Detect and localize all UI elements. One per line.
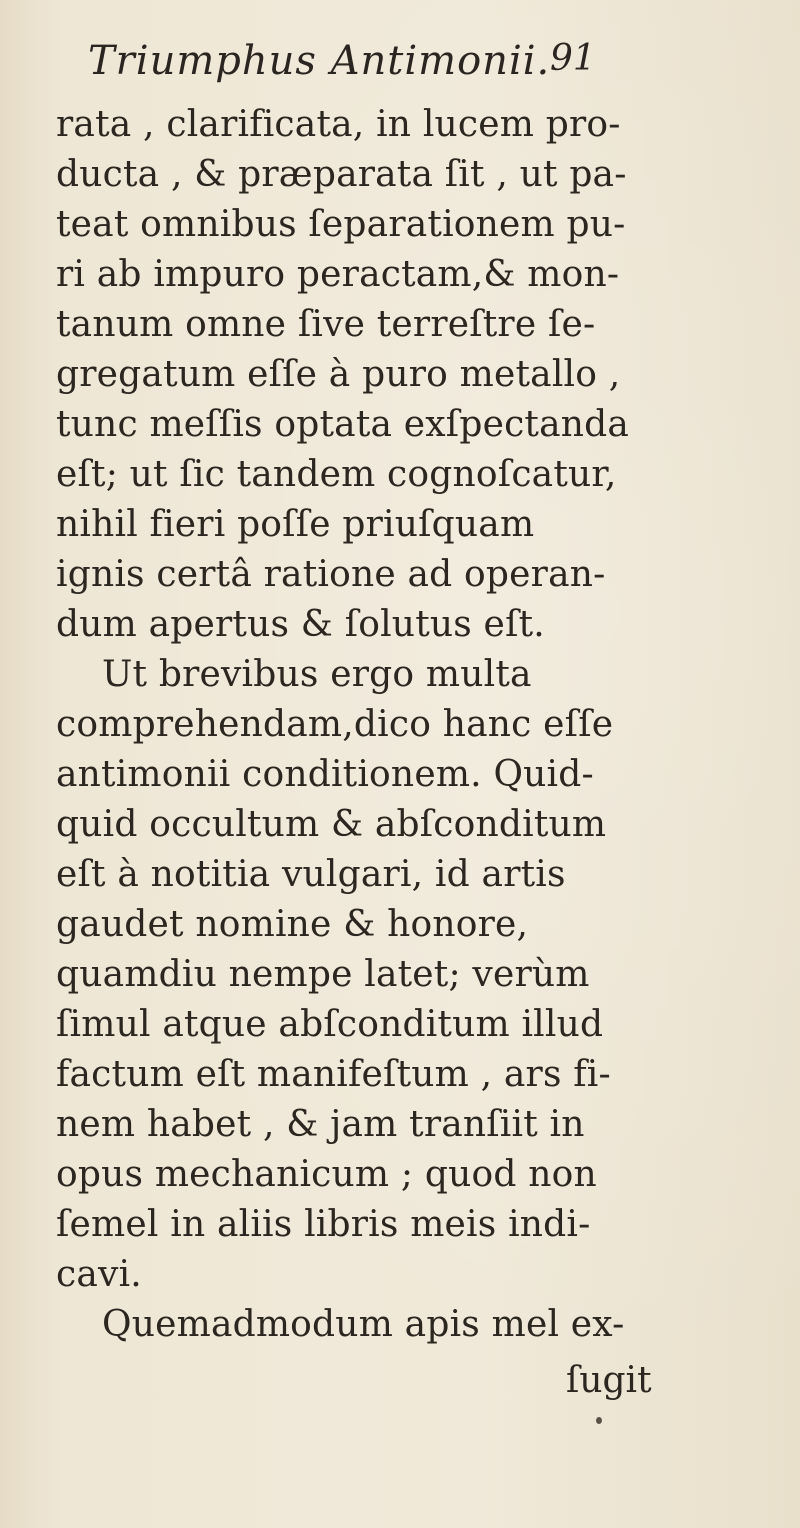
running-title: Triumphus Antimonii. — [88, 38, 551, 84]
text-line: ducta , & præparata ſit , ut pa- — [56, 154, 627, 195]
text-line: ſimul atque abſconditum illud — [56, 1004, 604, 1045]
ink-speck — [596, 1417, 602, 1424]
text-line: eſt; ut ſic tandem cognoſcatur, — [56, 454, 617, 495]
text-line: ſemel in aliis libris meis indi- — [56, 1204, 591, 1245]
text-line: quid occultum & abſconditum — [56, 804, 607, 845]
text-line: factum eſt manifeſtum , ars fi- — [56, 1054, 611, 1095]
text-line: gaudet nomine & honore, — [56, 904, 529, 945]
text-line: tanum omne ſive terreſtre ſe- — [56, 304, 596, 345]
text-line: dum apertus & ſolutus eſt. — [56, 604, 545, 645]
paragraph-start-line: Quemadmodum apis mel ex- — [102, 1304, 625, 1345]
text-line: antimonii conditionem. Quid- — [56, 754, 594, 795]
text-line: cavi. — [56, 1254, 142, 1295]
page-header — [88, 38, 596, 98]
text-line: ri ab impuro peractam,& mon- — [56, 254, 620, 295]
text-line: nihil fieri poſſe priuſquam — [56, 504, 535, 545]
text-line: tunc meſſis optata exſpectanda — [56, 404, 630, 445]
catchword: ſugit — [566, 1360, 652, 1401]
body-text — [56, 100, 756, 1350]
text-line: rata , clarificata, in lucem pro- — [56, 104, 621, 145]
text-line: quamdiu nempe latet; verùm — [56, 954, 590, 995]
paragraph-start-line: Ut brevibus ergo multa — [102, 654, 532, 695]
text-line: gregatum eſſe à puro metallo , — [56, 354, 621, 395]
page-number: 91 — [550, 38, 596, 79]
text-line: eſt à notitia vulgari, id artis — [56, 854, 566, 895]
text-line: opus mechanicum ; quod non — [56, 1154, 597, 1195]
text-line: comprehendam,dico hanc eſſe — [56, 704, 614, 745]
text-line: teat omnibus ſeparationem pu- — [56, 204, 626, 245]
text-line: ignis certâ ratione ad operan- — [56, 554, 606, 595]
text-line: nem habet , & jam tranſiit in — [56, 1104, 585, 1145]
